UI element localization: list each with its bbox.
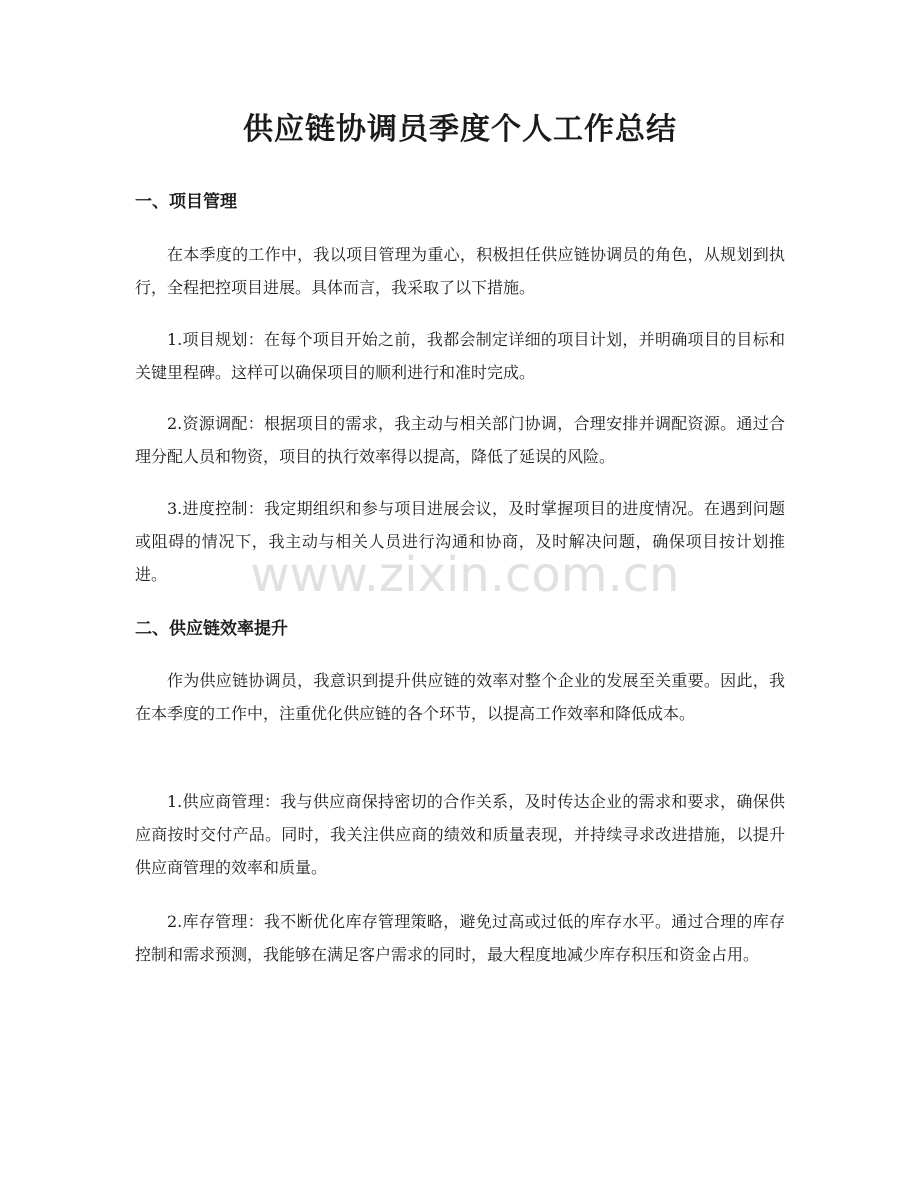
paragraph: 2.资源调配：根据项目的需求，我主动与相关部门协调，合理安排并调配资源。通过合理分配人员和物资，项目的执行效率得以提高，降低了延误的风险。	[135, 414, 785, 466]
section-heading-supply-chain-efficiency: 二、供应链效率提升	[135, 619, 288, 639]
paragraph: 1.供应商管理：我与供应商保持密切的合作关系，及时传达企业的需求和要求，确保供应商按时交付产品。同时，我关注供应商的绩效和质量表现，并持续寻求改进措施，以提升供应商管理的效率和质量。	[135, 792, 785, 877]
paragraph: 在本季度的工作中，我以项目管理为重心，积极担任供应链协调员的角色，从规划到执行，全程把控项目进展。具体而言，我采取了以下措施。	[135, 245, 785, 297]
paragraph: 2.库存管理：我不断优化库存管理策略，避免过高或过低的库存水平。通过合理的库存控制和需求预测，我能够在满足客户需求的同时，最大程度地减少库存积压和资金占用。	[135, 912, 785, 964]
section-heading-project-management: 一、项目管理	[135, 192, 237, 212]
paragraph: 1.项目规划：在每个项目开始之前，我都会制定详细的项目计划，并明确项目的目标和关键里程碑。这样可以确保项目的顺利进行和准时完成。	[135, 330, 785, 382]
document-title: 供应链协调员季度个人工作总结	[243, 112, 677, 147]
paragraph: 3.进度控制：我定期组织和参与项目进展会议，及时掌握项目的进度情况。在遇到问题或阻碍的情况下，我主动与相关人员进行沟通和协商，及时解决问题，确保项目按计划推进。	[135, 499, 785, 584]
paragraph: 作为供应链协调员，我意识到提升供应链的效率对整个企业的发展至关重要。因此，我在本季度的工作中，注重优化供应链的各个环节，以提高工作效率和降低成本。	[135, 671, 785, 723]
watermark-text: www.zixin.com.cn	[250, 547, 680, 603]
